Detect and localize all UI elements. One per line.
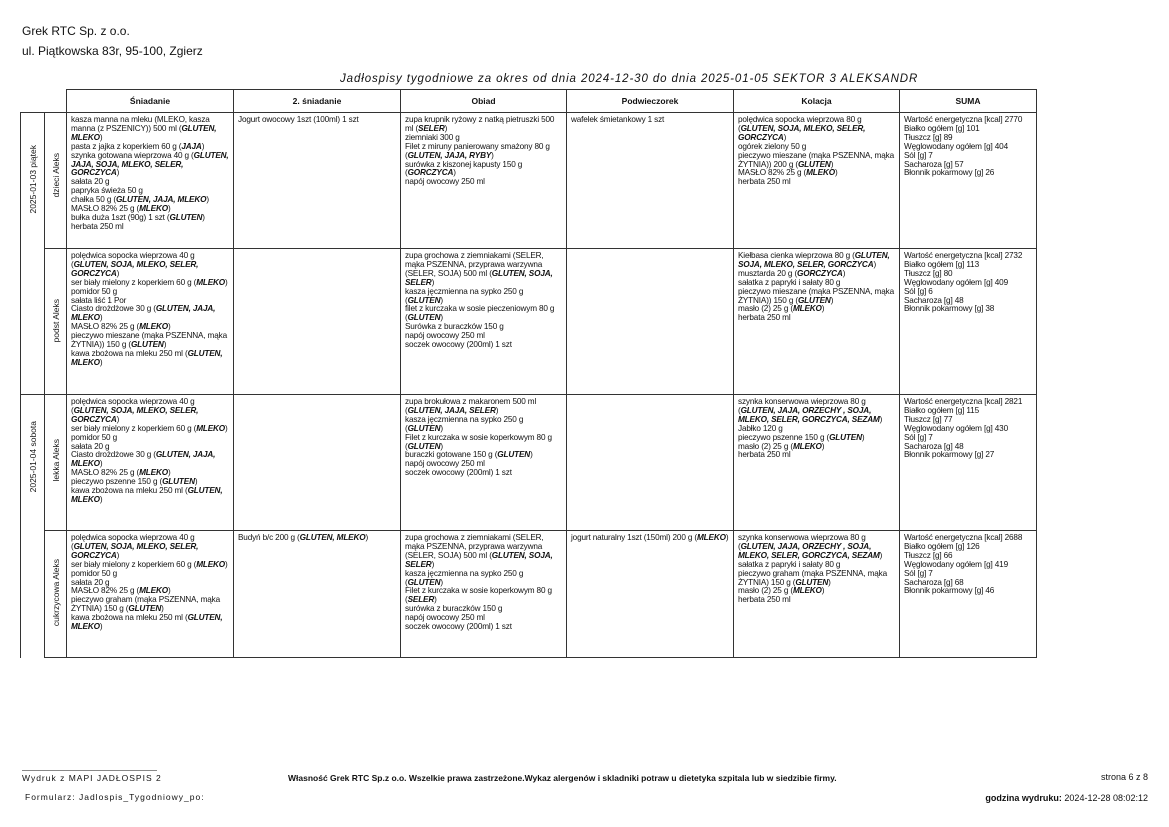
allergen-list: MLEKO	[196, 559, 226, 569]
header-blank-day	[21, 90, 45, 113]
supper-cell: Kiełbasa cienka wieprzowa 80 g (GLUTEN, SOJA, MLEKO, SELER, GORCZYCA) musztarda 20 g (GORCZYCA) sałatka z papryki i sałaty 80 g pieczywo mieszane (mąka PSZENNA, mąka ŻYTNIA)) 150 g (GLUTEN) masło (2) 25 g (MLEKO) herbata 250 ml	[734, 249, 900, 395]
allergen-list: GORCZYCA	[797, 268, 843, 278]
snack-cell	[567, 395, 734, 531]
snack-cell	[567, 249, 734, 395]
table-row	[21, 395, 1037, 531]
footer-ownership-note: Własność Grek RTC Sp.z o.o. Wszelkie prawa zastrzeżone.Wykaz alergenów i skladniki potraw u dietetyka szpitala lub w siedzibie firmy.	[288, 773, 837, 783]
company-address: ul. Piątkowska 83r, 95-100, Zgierz	[22, 44, 203, 58]
header-lunch: Obiad	[401, 90, 567, 113]
allergen-list: GLUTEN	[795, 577, 829, 587]
allergen-list: MLEKO	[139, 468, 168, 478]
snack-cell: wafelek śmietankowy 1 szt	[567, 113, 734, 249]
day-cell	[21, 113, 45, 249]
print-time-value: 2024-12-28 08:02:12	[1064, 793, 1148, 803]
allergen-list: GLUTEN	[407, 423, 441, 433]
footer-divider	[22, 770, 157, 771]
allergen-list: GLUTEN, SOJA, SELER	[405, 268, 553, 287]
allergen-list: GLUTEN, MLEKO	[299, 533, 366, 542]
allergen-list: MLEKO	[792, 441, 822, 451]
allergen-list: GLUTEN, SOJA, MLEKO, SELER, GORCZYCA	[71, 541, 199, 560]
table-header	[21, 90, 1037, 113]
allergen-list: GLUTEN, SOJA, MLEKO, SELER, GORCZYCA	[738, 123, 866, 142]
allergen-list: MLEKO	[139, 586, 168, 596]
footer-form-name: Formularz: Jadlospis_Tygodniowy_po:	[25, 792, 205, 802]
allergen-list: GLUTEN	[797, 295, 831, 305]
diet-cell	[45, 531, 67, 658]
allergen-list: MLEKO	[792, 304, 822, 314]
allergen-list: GLUTEN, MLEKO	[71, 348, 223, 367]
breakfast-cell: kasza manna na mleku (MLEKO, kasza manna (z PSZENICY)) 500 ml (GLUTEN, MLEKO) pasta z jajka z koperkiem 60 g (JAJA) szynka gotowana wieprzowa 40 g (GLUTEN, JAJA, SOJA, MLEKO, SELER, GORCZYCA) sałata 20 g papryka świeża 50 g chałka 50 g (GLUTEN, JAJA, MLEKO) MASŁO 82% 25 g (MLEKO) bułka duża 1szt (90g) 1 szt (GLUTEN) herbata 250 ml	[67, 113, 234, 249]
allergen-list: GLUTEN, JAJA, SOJA, MLEKO, SELER, GORCZYCA	[71, 150, 229, 178]
breakfast-cell: polędwica sopocka wieprzowa 40 g (GLUTEN, SOJA, MLEKO, SELER, GORCZYCA) ser biały mielony z koperkiem 60 g (MLEKO) pomidor 50 g sałata 20 g MASŁO 82% 25 g (MLEKO) pieczywo graham (mąka PSZENNA, mąka ŻYTNIA) 150 g (GLUTEN) kawa zbożowa na mleku 250 ml (GLUTEN, MLEKO)	[67, 531, 234, 658]
footer-software: Wydruk z MAPI JADŁOSPIS 2	[22, 773, 162, 783]
company-name: Grek RTC Sp. z o.o.	[22, 24, 130, 38]
nutrition-sum-cell: Wartość energetyczna [kcal] 2770 Białko ogółem [g] 101 Tłuszcz [g] 89 Węglowodany ogółem [g] 404 Sól [g] 7 Sacharoza [g] 57 Błonnik pokarmowy [g] 26	[900, 113, 1037, 249]
allergen-list: MLEKO	[806, 168, 835, 178]
nutrition-sum-cell: Wartość energetyczna [kcal] 2732 Białko ogółem [g] 113 Tłuszcz [g] 80 Węglowodany ogółem [g] 409 Sól [g] 6 Sacharoza [g] 48 Błonnik pokarmowy [g] 38	[900, 249, 1037, 395]
day-cell	[21, 249, 45, 395]
allergen-list: GLUTEN, MLEKO	[71, 123, 217, 142]
print-time	[985, 793, 1148, 803]
diet-cell	[45, 395, 67, 531]
header-snack: Podwieczorek	[567, 90, 734, 113]
day-label: 2025-01-03 piątek	[27, 145, 38, 214]
header-supper: Kolacja	[734, 90, 900, 113]
header-breakfast: Śniadanie	[67, 90, 234, 113]
allergen-list: GLUTEN	[130, 340, 164, 350]
allergen-list: GLUTEN, SOJA, MLEKO, SELER, GORCZYCA	[738, 251, 890, 269]
allergen-list: GLUTEN, JAJA, ORZECHY , SOJA, MLEKO, SELER, GORCZYCA, SEZAM	[738, 405, 880, 424]
table-row	[21, 113, 1037, 249]
lunch-cell: zupa grochowa z ziemniakami (SELER, mąka PSZENNA, przyprawa warzywna (SELER, SOJA) 500 ml (GLUTEN, SOJA, SELER) kasza jęczmienna na sypko 250 g (GLUTEN) Filet z kurczaka w sosie koperkowym 80 g (SELER) surówka z buraczków 150 g napój owocowy 250 ml soczek owocowy (200ml) 1 szt	[401, 531, 567, 658]
diet-cell	[45, 249, 67, 395]
allergen-list: MLEKO	[139, 322, 168, 332]
allergen-list: GLUTEN	[162, 477, 195, 487]
second-breakfast-cell	[234, 249, 401, 395]
day-cell	[21, 531, 45, 658]
supper-cell: szynka konserwowa wieprzowa 80 g (GLUTEN, JAJA, ORZECHY , SOJA, MLEKO, SELER, GORCZYCA, SEZAM) Jabłko 120 g pieczywo pszenne 150 g (GLUTEN) masło (2) 25 g (MLEKO) herbata 250 ml	[734, 395, 900, 531]
allergen-list: MLEKO	[792, 586, 822, 596]
allergen-list: GLUTEN, MLEKO	[71, 613, 223, 632]
allergen-list: GLUTEN	[407, 295, 441, 305]
allergen-list: GLUTEN, JAJA, MLEKO	[71, 304, 216, 323]
menu-table	[20, 89, 1037, 658]
diet-label: podst Aleks	[50, 299, 61, 343]
diet-cell	[45, 113, 67, 249]
allergen-list: SELER	[407, 595, 435, 605]
header-blank-diet	[45, 90, 67, 113]
lunch-cell: zupa grochowa z ziemniakami (SELER, mąka PSZENNA, przyprawa warzywna (SELER, SOJA) 500 ml (GLUTEN, SOJA, SELER) kasza jęczmienna na sypko 250 g (GLUTEN) filet z kurczaka w sosie pieczeniowym 80 g (GLUTEN) Surówka z buraczków 150 g napój owocowy 250 ml soczek owocowy (200ml) 1 szt	[401, 249, 567, 395]
nutrition-sum-cell: Wartość energetyczna [kcal] 2688 Białko ogółem [g] 126 Tłuszcz [g] 66 Węglowodany ogółem [g] 419 Sól [g] 7 Sacharoza [g] 68 Błonnik pokarmowy [g] 46	[900, 531, 1037, 658]
second-breakfast-cell	[234, 395, 401, 531]
second-breakfast-cell: Jogurt owocowy 1szt (100ml) 1 szt	[234, 113, 401, 249]
page-number: strona 6 z 8	[1100, 772, 1148, 782]
diet-label: lekka Aleks	[50, 439, 61, 482]
table-row	[21, 531, 1037, 658]
allergen-list: GLUTEN	[169, 212, 203, 222]
allergen-list: MLEKO	[196, 277, 226, 287]
print-time-label: godzina wydruku:	[985, 793, 1062, 803]
table-row	[21, 249, 1037, 395]
snack-cell: jogurt naturalny 1szt (150ml) 200 g (MLEKO)	[567, 531, 734, 658]
allergen-list: GLUTEN	[829, 432, 862, 442]
allergen-list: GLUTEN, MLEKO	[71, 486, 223, 504]
header-sum: SUMA	[900, 90, 1037, 113]
allergen-list: GLUTEN, SOJA, MLEKO, SELER, GORCZYCA	[71, 405, 199, 424]
supper-cell: szynka konserwowa wieprzowa 80 g (GLUTEN, JAJA, ORZECHY , SOJA, MLEKO, SELER, GORCZYCA, SEZAM) sałatka z papryki i sałaty 80 g pieczywo graham (mąka PSZENNA, mąka ŻYTNIA) 150 g (GLUTEN) masło (2) 25 g (MLEKO) herbata 250 ml	[734, 531, 900, 658]
allergen-list: GLUTEN, JAJA, RYBY	[407, 150, 492, 160]
allergen-list: GLUTEN, JAJA, SELER	[407, 405, 496, 415]
document-title: Jadłospisy tygodniowe za okres od dnia 2024-12-30 do dnia 2025-01-05 SEKTOR 3 ALEKSANDR	[340, 73, 919, 85]
allergen-list: MLEKO	[196, 423, 226, 433]
breakfast-cell: polędwica sopocka wieprzowa 40 g (GLUTEN, SOJA, MLEKO, SELER, GORCZYCA) ser biały mielony z koperkiem 60 g (MLEKO) pomidor 50 g sałata 20 g Ciasto drożdżowe 30 g (GLUTEN, JAJA, MLEKO) MASŁO 82% 25 g (MLEKO) pieczywo pszenne 150 g (GLUTEN) kawa zbożowa na mleku 250 ml (GLUTEN, MLEKO)	[67, 395, 234, 531]
allergen-list: GLUTEN	[407, 577, 441, 587]
day-cell	[21, 395, 45, 531]
allergen-list: MLEKO	[139, 204, 168, 214]
second-breakfast-cell: Budyń b/c 200 g (GLUTEN, MLEKO)	[234, 531, 401, 658]
allergen-list: GLUTEN, JAJA, MLEKO	[71, 450, 216, 469]
nutrition-sum-cell: Wartość energetyczna [kcal] 2821 Białko ogółem [g] 115 Tłuszcz [g] 77 Węglowodany ogółem [g] 430 Sól [g] 7 Sacharoza [g] 48 Błonnik pokarmowy [g] 27	[900, 395, 1037, 531]
allergen-list: GLUTEN	[497, 450, 531, 460]
allergen-list: GLUTEN	[128, 604, 162, 614]
allergen-list: GLUTEN	[797, 159, 831, 169]
allergen-list: GLUTEN	[407, 313, 441, 323]
header-second-breakfast: 2. śniadanie	[234, 90, 401, 113]
allergen-list: GLUTEN, SOJA, MLEKO, SELER, GORCZYCA	[71, 259, 199, 278]
supper-cell: polędwica sopocka wieprzowa 80 g (GLUTEN, SOJA, MLEKO, SELER, GORCZYCA) ogórek zielony 50 g pieczywo mieszane (mąka PSZENNA, mąka ŻYTNIA)) 200 g (GLUTEN) MASŁO 82% 25 g (MLEKO) herbata 250 ml	[734, 113, 900, 249]
allergen-list: GLUTEN, SOJA, SELER	[405, 550, 553, 569]
allergen-list: SELER	[418, 123, 445, 133]
allergen-list: GLUTEN, JAJA, ORZECHY , SOJA, MLEKO, SELER, GORCZYCA, SEZAM	[738, 541, 880, 560]
day-label: 2025-01-04 sobota	[27, 421, 38, 493]
lunch-cell: zupa brokułowa z makaronem 500 ml (GLUTEN, JAJA, SELER) kasza jęczmienna na sypko 250 g (GLUTEN) Filet z kurczaka w sosie koperkowym 80 g (GLUTEN) buraczki gotowane 150 g (GLUTEN) napój owocowy 250 ml soczek owocowy (200ml) 1 szt	[401, 395, 567, 531]
allergen-list: GLUTEN	[407, 441, 441, 451]
allergen-list: MLEKO	[696, 533, 726, 542]
lunch-cell: zupa krupnik ryżowy z natką pietruszki 500 ml (SELER) ziemniaki 300 g Filet z miruny panierowany smażony 80 g (GLUTEN, JAJA, RYBY) surówka z kiszonej kapusty 150 g (GORCZYCA) napój owocowy 250 ml	[401, 113, 567, 249]
allergen-list: JAJA	[181, 141, 202, 151]
allergen-list: GLUTEN, JAJA, MLEKO	[115, 195, 207, 205]
breakfast-cell: polędwica sopocka wieprzowa 40 g (GLUTEN, SOJA, MLEKO, SELER, GORCZYCA) ser biały mielony z koperkiem 60 g (MLEKO) pomidor 50 g sałata liść 1 Por Ciasto drożdżowe 30 g (GLUTEN, JAJA, MLEKO) MASŁO 82% 25 g (MLEKO) pieczywo mieszane (mąka PSZENNA, mąka ŻYTNIA)) 150 g (GLUTEN) kawa zbożowa na mleku 250 ml (GLUTEN, MLEKO)	[67, 249, 234, 395]
allergen-list: GORCZYCA	[407, 168, 454, 178]
diet-label: cukrzycowa Aleks	[50, 559, 61, 627]
diet-label: dzieci Aleks	[50, 153, 61, 198]
